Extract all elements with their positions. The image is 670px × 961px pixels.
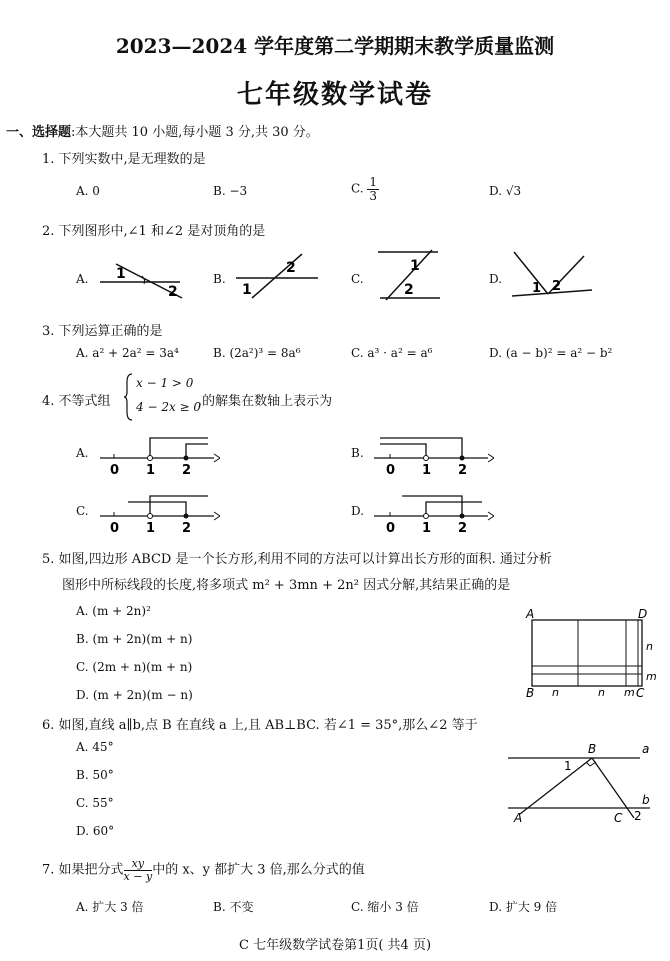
q5-option-c: C. (2m + n)(m + n) — [76, 660, 193, 674]
q7-option-c: C. 缩小 3 倍 — [351, 900, 419, 914]
q4-inequality-1: x − 1 > 0 — [136, 376, 194, 390]
q7-stem-suffix: 中的 x、y 都扩大 3 倍,那么分式的值 — [152, 862, 365, 878]
q7-option-a: A. 扩大 3 倍 — [76, 900, 144, 914]
q4b-tick-1: 1 — [422, 463, 432, 476]
q6-angle-1: 1 — [564, 759, 572, 773]
q1-fraction — [367, 176, 379, 202]
q4d-tick-1: 1 — [422, 521, 432, 534]
q4-number-line-a — [98, 432, 220, 476]
q4-option-d: D. — [351, 504, 365, 518]
q4d-tick-2: 2 — [458, 521, 468, 534]
question-5-stem-line1: 5. 如图,四边形 ABCD 是一个长方形,利用不同的方法可以计算出长方形的面积. 通过分析 — [42, 552, 552, 567]
q2-figure-a — [96, 250, 188, 302]
q3-option-a: A. a² + 2a² = 3a⁴ — [76, 346, 179, 360]
q4-option-c: C. — [76, 504, 89, 518]
q7-fraction-denominator: x − y — [123, 869, 153, 883]
q6-label-a: a — [642, 742, 650, 756]
q1-option-d: D. √3 — [489, 184, 522, 198]
question-6-stem: 6. 如图,直线 a∥b,点 B 在直线 a 上,且 AB⊥BC. 若∠1 = 35°,那么∠2 等于 — [42, 718, 478, 733]
question-3-stem: 3. 下列运算正确的是 — [42, 324, 163, 339]
q4b-tick-2: 2 — [458, 463, 468, 476]
q5-label-m-bottom: m — [624, 686, 635, 699]
q1-option-c-label: C. — [351, 181, 364, 196]
q3-option-d: D. (a − b)² = a² − b² — [489, 346, 613, 360]
svg-text:1: 1 — [242, 282, 252, 298]
q6-option-a: A. 45° — [76, 740, 114, 754]
q2-figure-d — [508, 248, 596, 304]
q5-label-n-bottom-1: n — [552, 686, 559, 699]
svg-text:2: 2 — [168, 284, 178, 300]
q2-figure-c — [372, 248, 444, 304]
q4a-tick-0: 0 — [110, 463, 120, 476]
q4b-tick-0: 0 — [386, 463, 396, 476]
q2-option-d: D. — [489, 272, 503, 286]
q5-label-n-right: n — [646, 640, 653, 653]
q6-label-B: B — [588, 742, 597, 756]
q3-option-b: B. (2a²)³ = 8a⁶ — [213, 346, 301, 360]
q6-label-C: C — [614, 811, 623, 824]
q4c-tick-0: 0 — [110, 521, 120, 534]
q4-option-b: B. — [351, 446, 364, 460]
q6-option-d: D. 60° — [76, 824, 115, 838]
q4d-tick-0: 0 — [386, 521, 396, 534]
q6-option-c: C. 55° — [76, 796, 114, 810]
q6-parallel-lines-figure — [500, 740, 660, 824]
svg-text:2: 2 — [286, 260, 296, 276]
q5-option-d: D. (m + 2n)(m − n) — [76, 688, 193, 702]
svg-text:1: 1 — [116, 266, 126, 282]
question-5-stem-line2: 图形中所标线段的长度,将多项式 m² + 3mn + 2n² 因式分解,其结果正确的是 — [62, 578, 511, 593]
q4-number-line-b — [372, 432, 494, 476]
question-4-stem — [42, 390, 111, 409]
q3-option-c: C. a³ · a² = a⁶ — [351, 346, 433, 360]
q5-label-B: B — [526, 686, 535, 700]
q1-fraction-denominator: 3 — [369, 188, 378, 203]
q1-option-c — [351, 176, 379, 202]
q7-fraction-numerator: xy — [124, 858, 153, 871]
q4a-tick-1: 1 — [146, 463, 156, 476]
q2-option-b: B. — [213, 272, 226, 286]
exam-subtitle: 七年级数学试卷 — [236, 80, 433, 110]
q4-number-line-c — [98, 490, 220, 534]
q6-angle-2: 2 — [634, 809, 642, 823]
q5-label-A: A — [526, 607, 535, 621]
svg-text:1: 1 — [532, 281, 542, 296]
q4c-tick-2: 2 — [182, 521, 192, 534]
q4-stem-suffix: ,的解集在数轴上表示为 — [198, 394, 333, 409]
q5-label-D: D — [638, 607, 648, 621]
q1-fraction-numerator: 1 — [369, 175, 378, 189]
q2-option-a: A. — [76, 272, 89, 286]
q6-label-A: A — [514, 811, 523, 824]
question-1-stem: 1. 下列实数中,是无理数的是 — [42, 152, 206, 167]
q5-rectangle-figure — [520, 604, 660, 700]
q5-option-b: B. (m + 2n)(m + n) — [76, 632, 193, 646]
exam-header-title: 2023—2024 学年度第二学期期末教学质量监测 — [115, 34, 555, 58]
question-7-stem — [42, 858, 365, 882]
q7-option-b: B. 不变 — [213, 900, 254, 914]
q5-label-C: C — [636, 686, 645, 700]
q4-system-brace — [124, 372, 134, 422]
q5-label-n-bottom-2: n — [598, 686, 605, 699]
q6-label-b: b — [642, 793, 650, 807]
q5-option-a: A. (m + 2n)² — [76, 604, 151, 618]
svg-text:2: 2 — [552, 279, 562, 294]
q7-option-d: D. 扩大 9 倍 — [489, 900, 558, 914]
q4-option-a: A. — [76, 446, 89, 460]
q5-label-m-right: m — [646, 670, 657, 683]
section-label: 一、选择题 — [6, 125, 72, 140]
q4-inequality-2: 4 − 2x ≥ 0 — [136, 400, 202, 414]
q2-option-c: C. — [351, 272, 364, 286]
q1-option-a: A. 0 — [76, 184, 100, 198]
q2-figure-b — [232, 248, 322, 300]
q1-option-b: B. −3 — [213, 184, 248, 198]
section-heading — [6, 121, 319, 140]
section-description: :本大题共 10 小题,每小题 3 分,共 30 分。 — [71, 125, 319, 140]
q4a-tick-2: 2 — [182, 463, 192, 476]
page-footer: C 七年级数学试卷第1页( 共4 页) — [238, 938, 432, 953]
q4c-tick-1: 1 — [146, 521, 156, 534]
q6-option-b: B. 50° — [76, 768, 114, 782]
q4-stem-prefix: 4. 不等式组 — [42, 394, 111, 409]
q7-stem-prefix: 7. 如果把分式 — [42, 862, 124, 878]
q7-fraction — [124, 858, 153, 882]
question-2-stem: 2. 下列图形中,∠1 和∠2 是对顶角的是 — [42, 224, 266, 239]
q4-number-line-d — [372, 490, 494, 534]
svg-text:1: 1 — [410, 258, 420, 274]
svg-text:2: 2 — [404, 282, 414, 298]
